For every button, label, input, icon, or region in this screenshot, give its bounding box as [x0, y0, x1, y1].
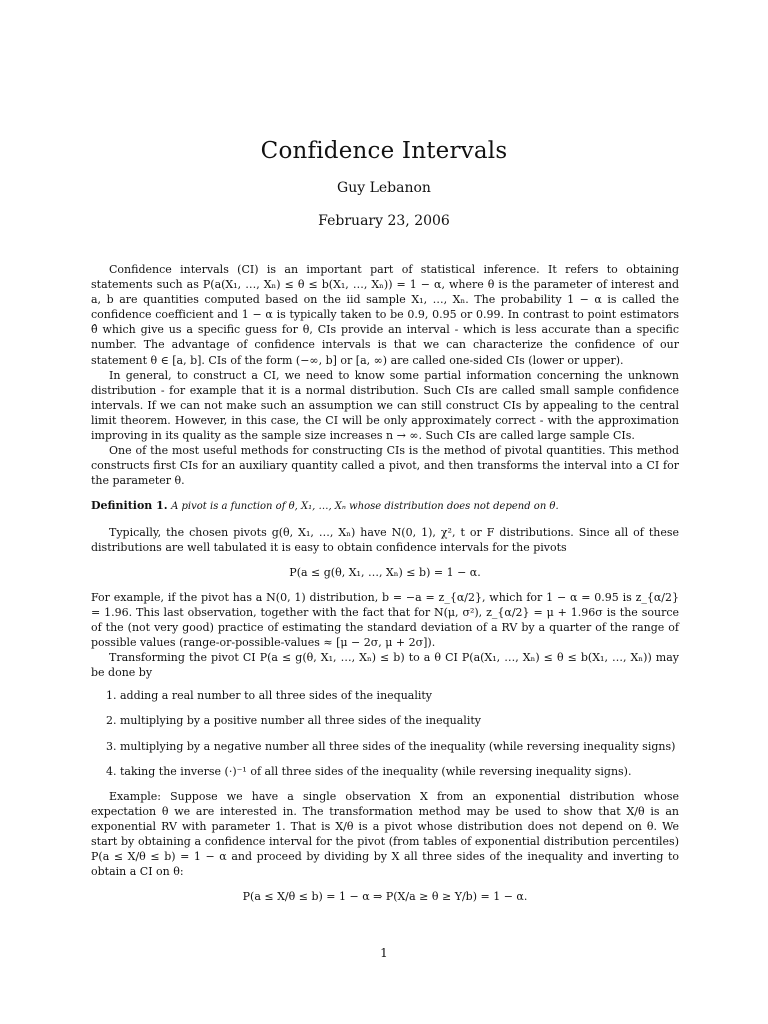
list-item: 3. multiplying by a negative number all three sides of the inequality (while reversing inequality signs) [120, 739, 679, 754]
equation-pivot-ci: P(a ≤ g(θ, X₁, …, Xₙ) ≤ b) = 1 − α. [289, 565, 481, 579]
paragraph-transforming: Transforming the pivot CI P(a ≤ g(θ, X₁, …, Xₙ) ≤ b) to a θ CI P(a(X₁, …, Xₙ) ≤ θ ≤ b(X₁, …, Xₙ)) may be done by [91, 651, 679, 680]
definition-label: Definition 1. [91, 499, 168, 513]
page-number: 1 [380, 946, 388, 960]
document-title: Confidence Intervals [260, 138, 508, 164]
list-item: 4. taking the inverse (·)⁻¹ of all three sides of the inequality (while reversing inequality signs). [120, 764, 679, 779]
paragraph-intro: Confidence intervals (CI) is an important part of statistical inference. It refers to obtaining statements such as P(a(X₁, …, Xₙ) ≤ θ ≤ b(X₁, …, Xₙ)) = 1 − α, where θ is the parameter of interest and a, b are quantities computed based on the iid sample X₁, …, Xₙ. The probability 1 − α is called the confidence coefficient and 1 − α is typically taken to be 0.9, 0.95 or 0.99. In contrast to point estimators θ̂ which give us a specific guess for θ, CIs provide an interval - which is less accurate than a specific number. The advantage of confidence intervals is that we can characterize the confidence of our statement θ ∈ [a, b]. CIs of the form (−∞, b] or [a, ∞) are called one-sided CIs (lower or upper). [91, 263, 679, 367]
paragraph-typical-pivots: Typically, the chosen pivots g(θ, X₁, …, Xₙ) have N(0, 1), χ², t or F distributions. Since all of these distributions are well tabulated it is easy to obtain confidence intervals for the pivots [91, 525, 679, 554]
list-item: 2. multiplying by a positive number all three sides of the inequality [120, 713, 679, 728]
definition-text: A pivot is a function of θ, X₁, …, Xₙ whose distribution does not depend on θ. [171, 501, 559, 513]
paragraph-pivotal-method: One of the most useful methods for constructing CIs is the method of pivotal quantities. This method constructs first CIs for an auxiliary quantity called a pivot, and then transforms the interval into a CI for the parameter θ. [91, 444, 679, 488]
list-item: 1. adding a real number to all three sides of the inequality [120, 688, 679, 703]
document-date: February 23, 2006 [318, 213, 450, 229]
document-body [91, 262, 679, 914]
paragraph-example-exponential: Example: Suppose we have a single observation X from an exponential distribution whose expectation θ we are interested in. The transformation method may be used to show that X/θ is an exponential RV with parameter 1. That is X/θ is a pivot whose distribution does not depend on θ. We start by obtaining a confidence interval for the pivot (from tables of exponential distribution percentiles) P(a ≤ X/θ ≤ b) = 1 − α and proceed by dividing by X all three sides of the inequality and inverting to obtain a CI on θ: [91, 789, 679, 879]
transform-steps-list [91, 688, 679, 778]
definition-block [91, 498, 679, 514]
document-author: Guy Lebanon [337, 180, 431, 196]
paragraph-example-normal: For example, if the pivot has a N(0, 1) distribution, b = −a = z_{α/2}, which for 1 − α = 0.95 is z_{α/2} = 1.96. This last observation, together with the fact that for N(μ, σ²), z_{α/2} = μ + 1.96σ is the source of the (not very good) practice of estimating the standard deviation of a RV by a quarter of the range of possible values (range-or-possible-values ≈ [μ − 2σ, μ + 2σ]). [91, 590, 679, 650]
paragraph-construction: In general, to construct a CI, we need to know some partial information concerning the unknown distribution - for example that it is a normal distribution. Such CIs are called small sample confidence intervals. If we can not make such an assumption we can still construct CIs by appealing to the central limit theorem. However, in this case, the CI will be only approximately correct - with the approximation improving in its quality as the sample size increases n → ∞. Such CIs are called large sample CIs. [91, 368, 679, 443]
equation-exponential-ci: P(a ≤ X/θ ≤ b) = 1 − α ⇒ P(X/a ≥ θ ≥ Y/b) = 1 − α. [242, 890, 528, 904]
